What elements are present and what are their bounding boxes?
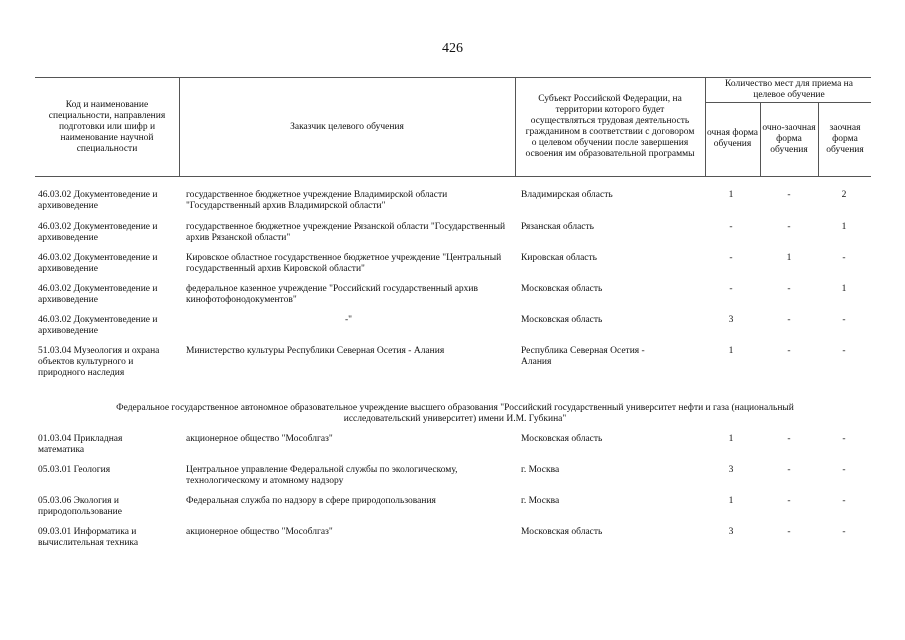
fulltime-count: - xyxy=(729,222,733,232)
specialty-cell: 01.03.04 Прикладная математика xyxy=(38,434,123,455)
header-places: Количество мест для приема на целевое обучение xyxy=(725,78,853,100)
header-customer: Заказчик целевого обучения xyxy=(290,121,404,132)
extramural-count: - xyxy=(842,465,846,475)
extramural-count: - xyxy=(842,434,846,444)
subject-cell: Московская область xyxy=(521,315,603,325)
customer-cell: акционерное общество "Мособлгаз" xyxy=(186,434,333,444)
header-bottom-border xyxy=(35,176,871,177)
subject-cell: Московская область xyxy=(521,284,603,294)
header-mixed: очно-заочная форма обучения xyxy=(762,122,816,155)
header-subject: Субъект Российской Федерации, на территории которого будет осуществляться трудовая деятельность гражданином в соответствии с договором о целевом обучении после завершения освоения им образовательной программы xyxy=(525,94,695,159)
extramural-count: - xyxy=(842,346,846,356)
header-fulltime: очная форма обучения xyxy=(707,128,759,149)
header-divider-1 xyxy=(179,77,180,176)
specialty-cell: 05.03.01 Геология xyxy=(38,465,111,475)
customer-cell: Кировское областное государственное бюджетное учреждение "Центральный государственный архив Кировской области" xyxy=(186,253,502,274)
extramural-count: - xyxy=(842,527,846,537)
specialty-cell: 46.03.02 Документоведение и архивоведение xyxy=(38,222,158,243)
customer-cell: государственное бюджетное учреждение Рязанской области "Государственный архив Рязанской области" xyxy=(186,222,506,243)
extramural-count: - xyxy=(842,315,846,325)
mixed-count: - xyxy=(787,346,791,356)
header-divider-3 xyxy=(705,77,706,176)
specialty-cell: 46.03.02 Документоведение и архивоведение xyxy=(38,190,158,211)
header-code: Код и наименование специальности, направления подготовки или шифр и наименование научной специальности xyxy=(48,99,166,154)
mixed-count: - xyxy=(787,434,791,444)
fulltime-count: - xyxy=(729,284,733,294)
extramural-count: - xyxy=(842,253,846,263)
subject-cell: Кировская область xyxy=(521,253,598,263)
page-number: 426 xyxy=(442,41,463,56)
organization-heading: Федеральное государственное автономное образовательное учреждение высшего образования "Российский государственный университет нефти и газа (национальный исследовательский университет) имени И.М. Губкина" xyxy=(116,403,794,424)
specialty-cell: 46.03.02 Документоведение и архивоведение xyxy=(38,253,158,274)
mixed-count: 1 xyxy=(786,253,792,263)
customer-cell: Федеральная служба по надзору в сфере природопользования xyxy=(186,496,436,506)
subject-cell: г. Москва xyxy=(521,496,560,506)
customer-cell: акционерное общество "Мособлгаз" xyxy=(186,527,333,537)
specialty-cell: 09.03.01 Информатика и вычислительная техника xyxy=(38,527,139,548)
subject-cell: Владимирская область xyxy=(521,190,613,200)
header-divider-4 xyxy=(760,102,761,176)
specialty-cell: 46.03.02 Документоведение и архивоведение xyxy=(38,315,158,336)
customer-cell: -" xyxy=(344,315,353,325)
subject-cell: Рязанская область xyxy=(521,222,594,232)
fulltime-count: 1 xyxy=(728,346,734,356)
customer-cell: федеральное казенное учреждение "Российский государственный архив кинофотофонодокументов" xyxy=(186,284,478,305)
subject-cell: Московская область xyxy=(521,434,603,444)
customer-cell: Министерство культуры Республики Северная Осетия - Алания xyxy=(186,346,445,356)
header-divider-2 xyxy=(515,77,516,176)
subject-cell: Московская область xyxy=(521,527,603,537)
mixed-count: - xyxy=(787,465,791,475)
extramural-count: - xyxy=(842,496,846,506)
header-extramural: заочная форма обучения xyxy=(826,122,864,155)
fulltime-count: 1 xyxy=(728,190,734,200)
places-subheader-border xyxy=(705,102,871,103)
header-divider-5 xyxy=(818,102,819,176)
mixed-count: - xyxy=(787,527,791,537)
fulltime-count: 1 xyxy=(728,496,734,506)
fulltime-count: - xyxy=(729,253,733,263)
fulltime-count: 3 xyxy=(728,315,734,325)
specialty-cell: 05.03.06 Экология и природопользование xyxy=(38,496,122,517)
extramural-count: 2 xyxy=(841,190,847,200)
subject-cell: Республика Северная Осетия - Алания xyxy=(521,346,645,367)
customer-cell: Центральное управление Федеральной службы по экологическому, технологическому и атомному надзору xyxy=(186,465,458,486)
fulltime-count: 1 xyxy=(728,434,734,444)
mixed-count: - xyxy=(787,315,791,325)
extramural-count: 1 xyxy=(841,284,847,294)
extramural-count: 1 xyxy=(841,222,847,232)
customer-cell: государственное бюджетное учреждение Владимирской области "Государственный архив Владимирской области" xyxy=(186,190,448,211)
mixed-count: - xyxy=(787,284,791,294)
subject-cell: г. Москва xyxy=(521,465,560,475)
mixed-count: - xyxy=(787,222,791,232)
fulltime-count: 3 xyxy=(728,465,734,475)
specialty-cell: 46.03.02 Документоведение и архивоведение xyxy=(38,284,158,305)
mixed-count: - xyxy=(787,190,791,200)
fulltime-count: 3 xyxy=(728,527,734,537)
mixed-count: - xyxy=(787,496,791,506)
specialty-cell: 51.03.04 Музеология и охрана объектов культурного и природного наследия xyxy=(38,346,160,378)
